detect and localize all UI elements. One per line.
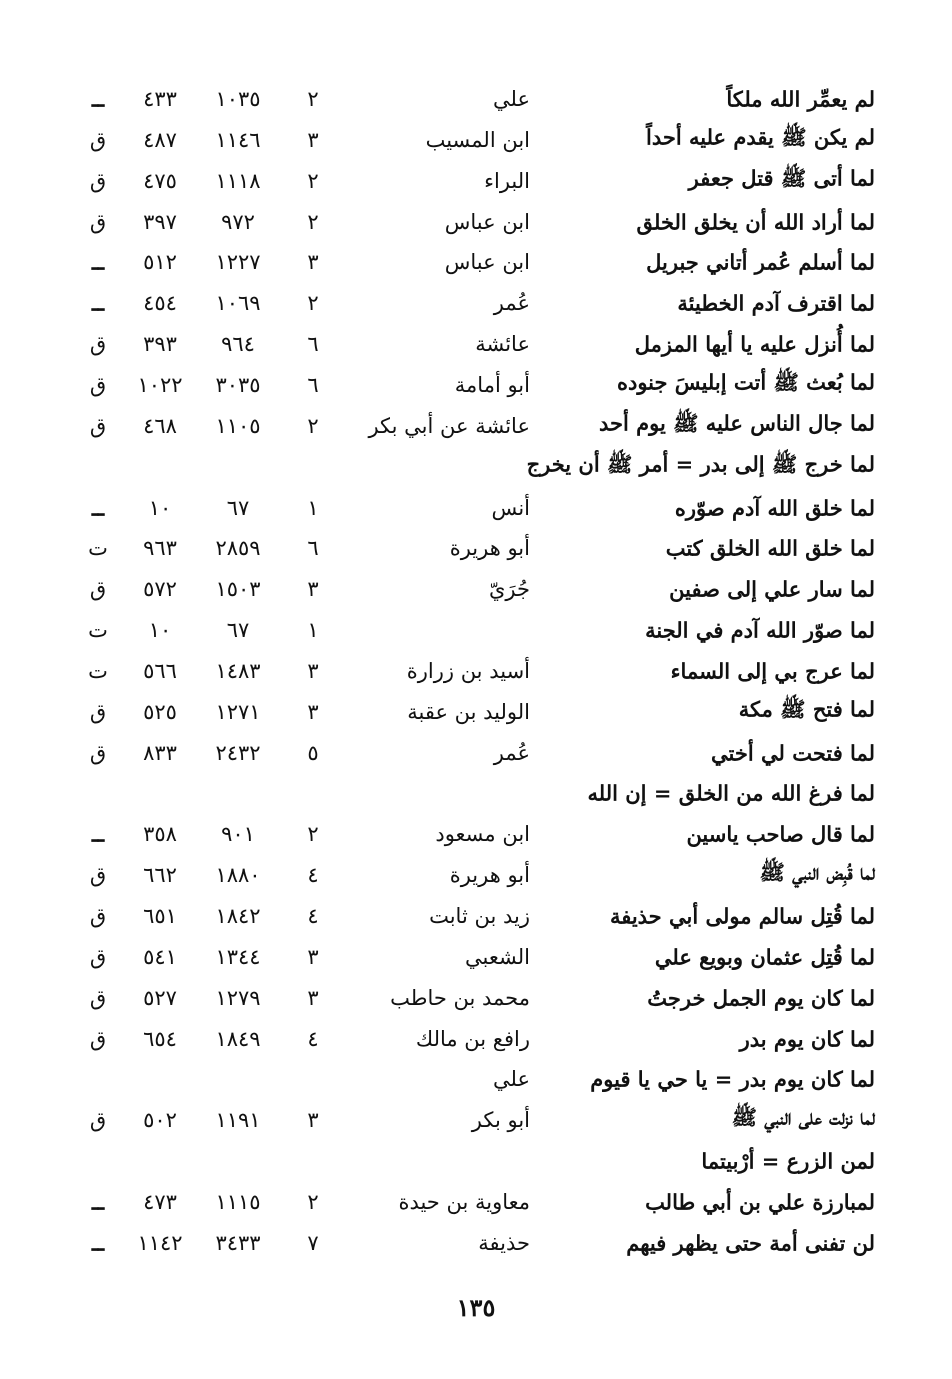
hadith-number: ١٢٢٧ bbox=[215, 249, 261, 274]
hadith-text: لما صوّر الله آدم في الجنة bbox=[645, 617, 875, 642]
page-reference: ٤٨٧ bbox=[143, 127, 177, 152]
page-reference: ٤٧٥ bbox=[143, 168, 177, 193]
narrator-name: عُمر bbox=[493, 740, 530, 765]
narrator-name: ابن مسعود bbox=[435, 821, 530, 846]
hadith-text: لما كان يوم الجمل خرجتُ bbox=[647, 985, 875, 1010]
volume-number: ٣ bbox=[307, 944, 319, 969]
table-row bbox=[0, 1058, 952, 1099]
narrator-name: عائشة عن أبي بكر bbox=[368, 413, 530, 438]
hadith-text: لما أُنزل عليه يا أيها المزمل bbox=[634, 331, 875, 356]
source-mark: ت bbox=[88, 535, 108, 560]
page-reference: ٣٩٧ bbox=[143, 209, 177, 234]
hadith-number: ١٢٧١ bbox=[215, 699, 261, 724]
table-row bbox=[0, 895, 952, 936]
source-mark: ق bbox=[89, 209, 107, 234]
hadith-number: ٢٨٥٩ bbox=[215, 535, 261, 560]
page-reference: ٣٩٣ bbox=[143, 331, 177, 356]
source-mark: ق bbox=[89, 903, 107, 928]
volume-number: ٣ bbox=[307, 699, 319, 724]
volume-number: ٤ bbox=[307, 903, 319, 928]
table-row bbox=[0, 1181, 952, 1222]
volume-number: ٤ bbox=[307, 862, 319, 887]
narrator-name: عائشة bbox=[475, 331, 530, 356]
hadith-number: ١٥٠٣ bbox=[215, 576, 261, 601]
narrator-name: أبو هريرة bbox=[449, 535, 530, 560]
table-row bbox=[0, 201, 952, 242]
table-row bbox=[0, 732, 952, 773]
page-reference: ٥٠٢ bbox=[143, 1107, 177, 1132]
page-number: ١٣٥ bbox=[456, 1293, 496, 1322]
volume-number: ٣ bbox=[307, 658, 319, 683]
table-row bbox=[0, 487, 952, 528]
hadith-number: ٩٦٤ bbox=[221, 331, 255, 356]
page-reference: ٤٥٤ bbox=[143, 290, 177, 315]
source-mark: ق bbox=[89, 740, 107, 765]
narrator-name: أسيد بن زرارة bbox=[406, 658, 530, 683]
hadith-number: ٢٤٣٢ bbox=[215, 740, 261, 765]
table-row bbox=[0, 936, 952, 977]
hadith-text: لما أتى ﷺ قتل جعفر bbox=[688, 165, 875, 190]
hadith-text: لما خلق الله الخلق كتب bbox=[665, 535, 875, 560]
hadith-text: لما خرج ﷺ إلى بدر = أمر ﷺ أن يخرج bbox=[526, 451, 875, 476]
narrator-name: رافع بن مالك bbox=[415, 1026, 530, 1051]
page-reference: ٥١٢ bbox=[143, 249, 177, 274]
narrator-name: جُرَيّ bbox=[488, 576, 530, 601]
hadith-number: ١١١٥ bbox=[215, 1189, 261, 1214]
page-reference: ٤٦٨ bbox=[143, 413, 177, 438]
source-mark: ــ bbox=[91, 821, 105, 846]
hadith-number: ١٨٤٢ bbox=[215, 903, 261, 928]
volume-number: ٣ bbox=[307, 576, 319, 601]
hadith-text: لما خلق الله آدم صوّره bbox=[674, 495, 875, 520]
hadith-text: لما أراد الله أن يخلق الخلق bbox=[636, 209, 875, 234]
hadith-text: لم يعمِّر الله ملكاً bbox=[726, 86, 875, 111]
hadith-text: لم يكن ﷺ يقدم عليه أحداً bbox=[646, 124, 875, 149]
hadith-text: لما كان يوم بدر = يا حي يا قيوم bbox=[590, 1066, 875, 1091]
page-reference: ٤٣٣ bbox=[143, 86, 177, 111]
table-row bbox=[0, 446, 952, 487]
hadith-text: لما قُتِل سالم مولى أبي حذيفة bbox=[609, 903, 875, 928]
table-row bbox=[0, 854, 952, 895]
volume-number: ٣ bbox=[307, 985, 319, 1010]
table-row bbox=[0, 405, 952, 446]
page-reference: ٣٥٨ bbox=[143, 821, 177, 846]
source-mark: ــ bbox=[91, 249, 105, 274]
volume-number: ٣ bbox=[307, 127, 319, 152]
source-mark: ق bbox=[89, 331, 107, 356]
table-row bbox=[0, 1222, 952, 1263]
hadith-text: لما قُتِل عثمان وبويع علي bbox=[654, 944, 875, 969]
volume-number: ٢ bbox=[307, 1189, 319, 1214]
source-mark: ق bbox=[89, 168, 107, 193]
narrator-name: البراء bbox=[484, 168, 530, 193]
page-reference: ٥٢٥ bbox=[143, 699, 177, 724]
hadith-number: ٩٧٢ bbox=[221, 209, 255, 234]
hadith-text: لن تفنى أمة حتى يظهر فيهم bbox=[626, 1230, 875, 1255]
table-row bbox=[0, 772, 952, 813]
narrator-name: ابن عباس bbox=[444, 249, 530, 274]
volume-number: ٦ bbox=[307, 372, 319, 397]
volume-number: ١ bbox=[307, 617, 319, 642]
hadith-number: ١٨٤٩ bbox=[215, 1026, 261, 1051]
source-mark: ق bbox=[89, 576, 107, 601]
hadith-number: ١٠٣٥ bbox=[215, 86, 261, 111]
page-reference: ١١٤٢ bbox=[137, 1230, 183, 1255]
hadith-number: ١٢٧٩ bbox=[215, 985, 261, 1010]
hadith-text: لما فتح ﷺ مكة bbox=[738, 696, 875, 721]
volume-number: ٥ bbox=[307, 740, 319, 765]
narrator-name: الشعبي bbox=[465, 944, 530, 969]
table-row bbox=[0, 813, 952, 854]
hadith-number: ١٨٨٠ bbox=[215, 862, 261, 887]
hadith-text: لما قال صاحب ياسين bbox=[686, 821, 875, 846]
source-mark: ق bbox=[89, 985, 107, 1010]
source-mark: ــ bbox=[91, 1230, 105, 1255]
table-row bbox=[0, 527, 952, 568]
volume-number: ٢ bbox=[307, 86, 319, 111]
table-row bbox=[0, 691, 952, 732]
narrator-name: حذيفة bbox=[478, 1230, 530, 1255]
hadith-number: ٣٤٣٣ bbox=[215, 1230, 261, 1255]
narrator-name: معاوية بن حيدة bbox=[398, 1189, 530, 1214]
source-mark: ق bbox=[89, 1026, 107, 1051]
page-reference: ٨٣٣ bbox=[143, 740, 177, 765]
source-mark: ق bbox=[89, 862, 107, 887]
hadith-text: لما اقترف آدم الخطيئة bbox=[677, 290, 875, 315]
hadith-text: لما عرج بي إلى السماء bbox=[670, 658, 875, 683]
source-mark: ــ bbox=[91, 1189, 105, 1214]
hadith-text: لما كان يوم بدر bbox=[739, 1026, 875, 1051]
hadith-text: لما سار علي إلى صفين bbox=[669, 576, 875, 601]
source-mark: ق bbox=[89, 413, 107, 438]
volume-number: ٢ bbox=[307, 168, 319, 193]
page-reference: ٥٦٦ bbox=[143, 658, 177, 683]
page-reference: ٦٥١ bbox=[143, 903, 177, 928]
table-row bbox=[0, 609, 952, 650]
source-mark: ق bbox=[89, 1107, 107, 1132]
volume-number: ١ bbox=[307, 495, 319, 520]
table-row bbox=[0, 568, 952, 609]
table-row bbox=[0, 977, 952, 1018]
volume-number: ٧ bbox=[307, 1230, 319, 1255]
source-mark: ق bbox=[89, 699, 107, 724]
source-mark: ق bbox=[89, 944, 107, 969]
table-row bbox=[0, 1140, 952, 1181]
table-row bbox=[0, 1099, 952, 1140]
table-row bbox=[0, 323, 952, 364]
narrator-name: علي bbox=[493, 86, 530, 111]
table-row bbox=[0, 119, 952, 160]
hadith-number: ١١١٨ bbox=[215, 168, 261, 193]
table-row bbox=[0, 282, 952, 323]
volume-number: ٢ bbox=[307, 290, 319, 315]
narrator-name: ابن عباس bbox=[444, 209, 530, 234]
narrator-name: عُمر bbox=[493, 290, 530, 315]
table-row bbox=[0, 78, 952, 119]
narrator-name: زيد بن ثابت bbox=[429, 903, 530, 928]
narrator-name: أنس bbox=[491, 495, 530, 520]
narrator-name: علي bbox=[493, 1066, 530, 1091]
volume-number: ٢ bbox=[307, 209, 319, 234]
narrator-name: محمد بن حاطب bbox=[390, 985, 530, 1010]
table-row bbox=[0, 160, 952, 201]
hadith-number: ١١٩١ bbox=[215, 1107, 261, 1132]
table-row bbox=[0, 650, 952, 691]
narrator-name: ابن المسيب bbox=[425, 127, 530, 152]
narrator-name: أبو هريرة bbox=[449, 862, 530, 887]
page-reference: ٦٥٤ bbox=[143, 1026, 177, 1051]
volume-number: ٢ bbox=[307, 413, 319, 438]
hadith-text: لما أسلم عُمر أتاني جبريل bbox=[646, 249, 875, 274]
page-reference: ٩٦٣ bbox=[143, 535, 177, 560]
hadith-text: لما فرغ الله من الخلق = إن الله bbox=[587, 780, 875, 805]
hadith-text: لما نزلت على النبي ﷺ bbox=[731, 1104, 875, 1129]
hadith-number: ٦٧ bbox=[226, 495, 250, 520]
page-reference: ١٠٢٢ bbox=[137, 372, 183, 397]
table-row bbox=[0, 364, 952, 405]
hadith-text: لمبارزة علي بن أبي طالب bbox=[645, 1189, 875, 1214]
hadith-text: لما فتحت لي أختي bbox=[711, 740, 875, 765]
hadith-number: ٣٠٣٥ bbox=[215, 372, 261, 397]
volume-number: ٢ bbox=[307, 821, 319, 846]
hadith-number: ١٠٦٩ bbox=[215, 290, 261, 315]
page-reference: ٦٦٢ bbox=[143, 862, 177, 887]
hadith-number: ٦٧ bbox=[226, 617, 250, 642]
source-mark: ــ bbox=[91, 86, 105, 111]
hadith-number: ١٤٨٣ bbox=[215, 658, 261, 683]
page-reference: ١٠ bbox=[148, 495, 172, 520]
volume-number: ٤ bbox=[307, 1026, 319, 1051]
source-mark: ت bbox=[88, 617, 108, 642]
volume-number: ٦ bbox=[307, 331, 319, 356]
hadith-text: لما جال الناس عليه ﷺ يوم أحد bbox=[598, 410, 875, 435]
page-reference: ٥٧٢ bbox=[143, 576, 177, 601]
page-reference: ٥٤١ bbox=[143, 944, 177, 969]
narrator-name: أبو بكر bbox=[471, 1107, 530, 1132]
hadith-text: لما بُعث ﷺ أتت إبليسَ جنوده bbox=[616, 369, 875, 394]
volume-number: ٦ bbox=[307, 535, 319, 560]
source-mark: ق bbox=[89, 372, 107, 397]
table-row bbox=[0, 241, 952, 282]
source-mark: ق bbox=[89, 127, 107, 152]
hadith-number: ١١٠٥ bbox=[215, 413, 261, 438]
source-mark: ــ bbox=[91, 495, 105, 520]
page-reference: ٥٢٧ bbox=[143, 985, 177, 1010]
hadith-text: لما قُبِض النبي ﷺ bbox=[759, 859, 875, 884]
hadith-number: ٩٠١ bbox=[221, 821, 255, 846]
source-mark: ت bbox=[88, 658, 108, 683]
hadith-number: ١٣٤٤ bbox=[215, 944, 261, 969]
page-reference: ٤٧٣ bbox=[143, 1189, 177, 1214]
volume-number: ٣ bbox=[307, 1107, 319, 1132]
page-reference: ١٠ bbox=[148, 617, 172, 642]
hadith-text: لمن الزرع = أرْبيتما bbox=[701, 1148, 875, 1173]
hadith-number: ١١٤٦ bbox=[215, 127, 261, 152]
volume-number: ٣ bbox=[307, 249, 319, 274]
narrator-name: الوليد بن عقبة bbox=[407, 699, 530, 724]
table-row bbox=[0, 1018, 952, 1059]
narrator-name: أبو أمامة bbox=[454, 372, 530, 397]
source-mark: ــ bbox=[91, 290, 105, 315]
